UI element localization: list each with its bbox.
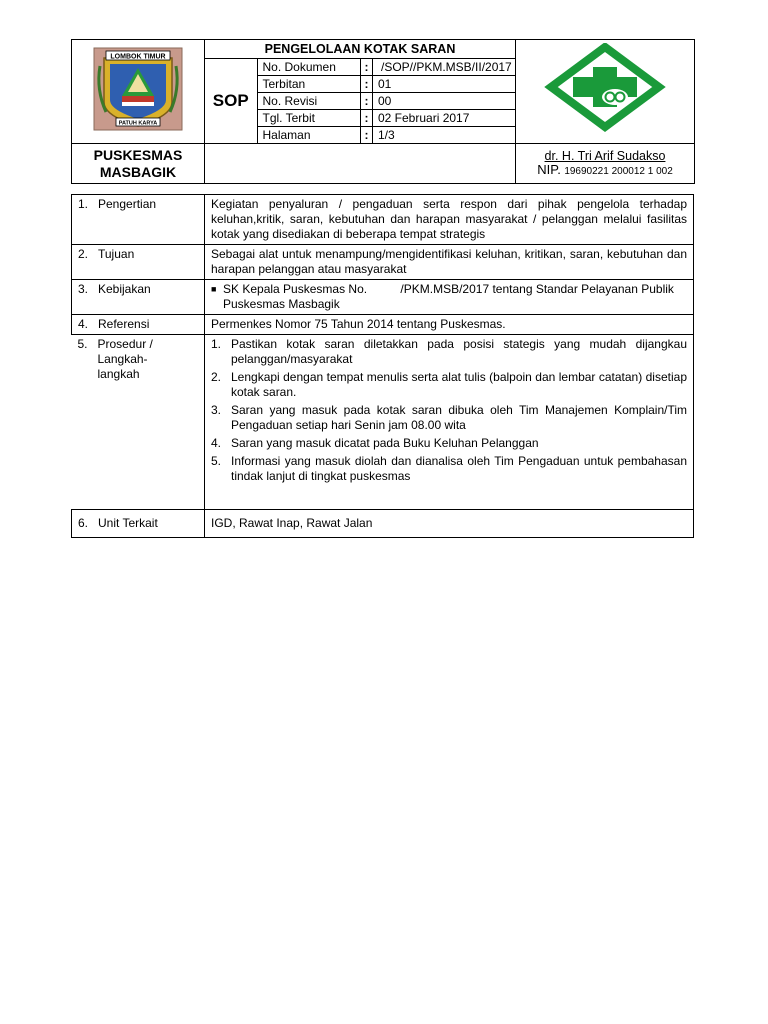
section-label: Tujuan	[98, 247, 135, 261]
procedure-step	[211, 403, 687, 433]
sop-label: SOP	[205, 59, 257, 143]
section-label: Referensi	[98, 317, 150, 331]
regency-logo-cell	[72, 40, 205, 144]
section-label: Kebijakan	[98, 282, 151, 296]
section-text: IGD, Rawat Inap, Rawat Jalan	[205, 510, 694, 538]
step-number: 3.	[211, 403, 222, 417]
step-number: 5.	[211, 454, 222, 468]
meta-value: 02 Februari 2017	[373, 110, 516, 127]
procedure-step	[211, 370, 687, 400]
section-row-prosedur	[72, 335, 694, 510]
section-row-unit-terkait	[72, 510, 694, 538]
signer-name: dr. H. Tri Arif Sudakso	[544, 148, 666, 163]
procedure-step	[211, 436, 687, 451]
meta-row-revision	[258, 93, 516, 110]
logo-text-bottom: PATUH KARYA	[118, 120, 158, 127]
section-label: Prosedur / Langkah-langkah	[97, 337, 153, 381]
meta-row-document-number	[258, 59, 516, 76]
meta-label: No. Revisi	[258, 93, 361, 110]
meta-value: /SOP//PKM.MSB/II/2017	[373, 59, 516, 76]
square-bullet-icon: ■	[211, 284, 217, 294]
meta-separator: :	[361, 127, 373, 144]
section-row-kebijakan	[72, 280, 694, 315]
section-label-cell	[72, 335, 205, 384]
section-number: 3.	[78, 282, 89, 296]
org-line-2: MASBAGIK	[99, 163, 177, 180]
procedure-steps-cell	[205, 335, 694, 510]
section-label-cell	[72, 280, 205, 315]
section-row-pengertian	[72, 195, 694, 245]
step-text: Pastikan kotak saran diletakkan pada posisi stategis yang mudah dijangkau pelanggan/masyarakat	[231, 337, 687, 366]
step-number: 4.	[211, 436, 222, 450]
nip-label: NIP.	[537, 161, 561, 177]
section-number: 1.	[78, 197, 89, 211]
meta-value: 01	[373, 76, 516, 93]
section-label: Pengertian	[98, 197, 157, 211]
organization-name	[72, 144, 205, 184]
meta-label: Halaman	[258, 127, 361, 144]
section-label-cell	[72, 510, 205, 538]
section-number: 2.	[78, 247, 89, 261]
meta-separator: :	[361, 76, 373, 93]
meta-separator: :	[361, 93, 373, 110]
meta-row-edition	[258, 76, 516, 93]
document-title: PENGELOLAAN KOTAK SARAN	[205, 40, 515, 59]
step-text: Lengkapi dengan tempat menulis serta alat tulis (balpoin dan lembar catatan) disetiap kotak saran.	[231, 370, 687, 399]
section-text: Kegiatan penyaluran / pengaduan serta respon dari pihak pengelola terhadap keluhan,kritik, saran, kebutuhan dan harapan masyarakat / pelanggan melalui fasilitas kotak yang disediakan di beberapa tempat strategis	[205, 195, 694, 245]
step-text: Informasi yang masuk diolah dan dianalisa oleh Tim Pengaduan untuk pembahasan tindak lanjut di tingkat puskesmas	[231, 454, 687, 483]
meta-value: 1/3	[373, 127, 516, 144]
section-label-cell	[72, 245, 205, 280]
meta-label: Tgl. Terbit	[258, 110, 361, 127]
section-label-cell	[72, 195, 205, 245]
bullet-text: SK Kepala Puskesmas No. /PKM.MSB/2017 tentang Standar Pelayanan Publik Puskesmas Masbagik	[223, 282, 678, 311]
header-table	[71, 39, 695, 184]
puskesmas-logo-cell	[516, 40, 695, 144]
section-label-cell	[72, 315, 205, 335]
nip-value: 19690221 200012 1 002	[564, 165, 673, 177]
meta-table	[258, 59, 516, 143]
section-row-referensi	[72, 315, 694, 335]
meta-wrapper	[205, 40, 515, 143]
section-label: Unit Terkait	[98, 516, 158, 530]
section-number: 5.	[77, 337, 88, 351]
section-number: 4.	[78, 317, 89, 331]
lombok-timur-emblem-icon	[92, 46, 184, 132]
puskesmas-logo-icon	[543, 43, 667, 135]
blank-cell	[205, 144, 516, 184]
step-number: 1.	[211, 337, 222, 351]
section-text: Sebagai alat untuk menampung/mengidentifikasi keluhan, kritikan, saran, kebutuhan dan harapan pelanggan atau masyarakat	[205, 245, 694, 280]
meta-separator: :	[361, 59, 373, 76]
logo-text-top: LOMBOK TIMUR	[110, 53, 166, 61]
step-number: 2.	[211, 370, 222, 384]
step-text: Saran yang masuk dicatat pada Buku Keluhan Pelanggan	[231, 436, 539, 450]
meta-separator: :	[361, 110, 373, 127]
signer-block	[516, 144, 695, 184]
section-row-tujuan	[72, 245, 694, 280]
procedure-steps	[211, 337, 687, 484]
procedure-step	[211, 454, 687, 484]
section-number: 6.	[78, 516, 89, 530]
org-line-1: PUSKESMAS	[93, 146, 183, 163]
document-meta-cell	[205, 40, 516, 144]
meta-row-issue-date	[258, 110, 516, 127]
procedure-step	[211, 337, 687, 367]
step-text: Saran yang masuk pada kotak saran dibuka oleh Tim Manajemen Komplain/Tim Pengaduan setiap hari Senin jam 08.00 wita	[231, 403, 687, 432]
meta-value: 00	[373, 93, 516, 110]
bullet-item	[211, 282, 687, 312]
meta-label: No. Dokumen	[258, 59, 361, 76]
meta-label: Terbitan	[258, 76, 361, 93]
meta-row-page	[258, 127, 516, 144]
section-bullet-cell	[205, 280, 694, 315]
section-text: Permenkes Nomor 75 Tahun 2014 tentang Puskesmas.	[205, 315, 694, 335]
procedure-table	[71, 194, 694, 538]
